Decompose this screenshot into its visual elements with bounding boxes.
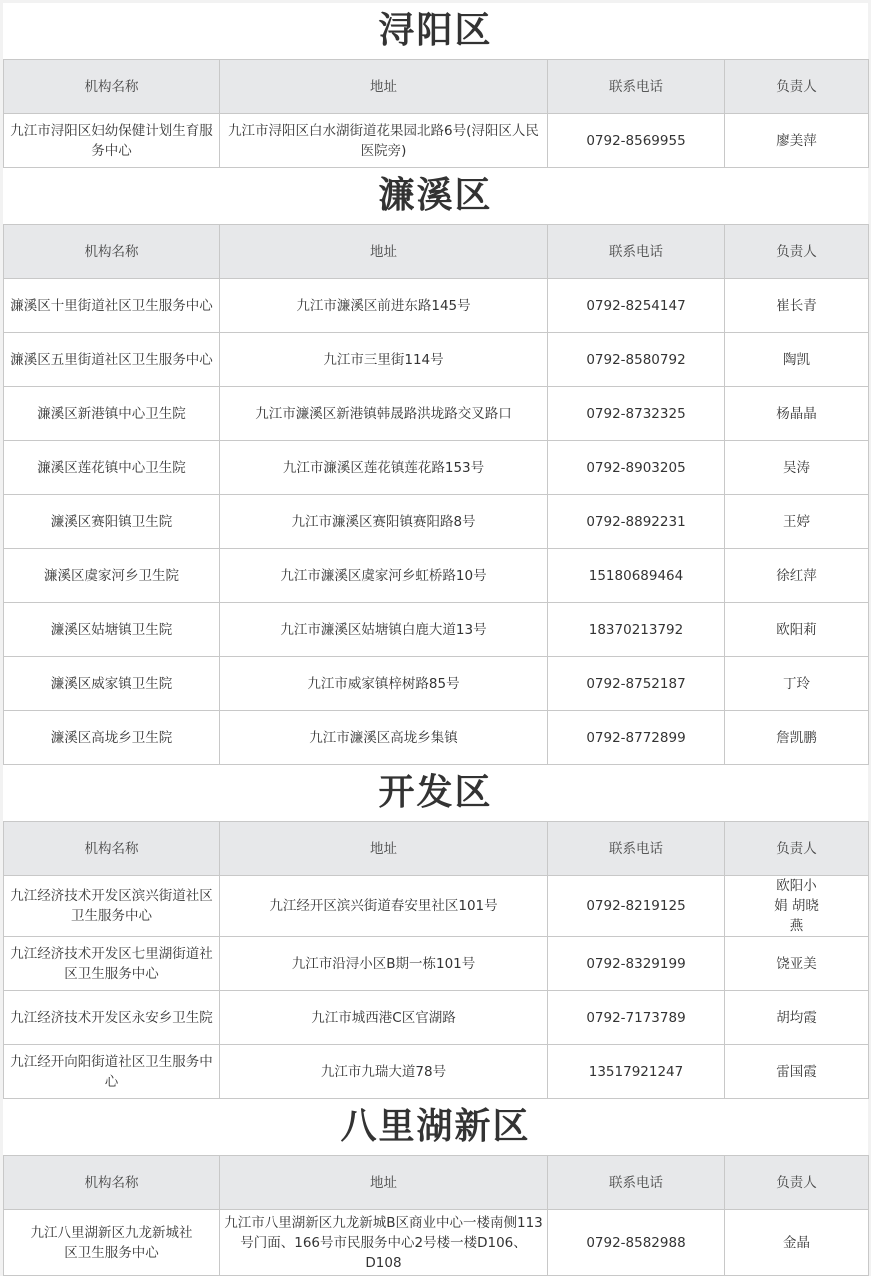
cell-name: 濂溪区赛阳镇卫生院 <box>4 495 220 549</box>
cell-name: 九江经开向阳街道社区卫生服务中心 <box>4 1045 220 1099</box>
cell-address: 九江市城西港C区官湖路 <box>220 991 548 1045</box>
cell-address: 九江市濂溪区前进东路145号 <box>220 279 548 333</box>
cell-person: 崔长青 <box>725 279 869 333</box>
section-title-xunyang: 浔阳区 <box>378 10 493 51</box>
table-row <box>4 279 869 333</box>
cell-address: 九江市濂溪区姑塘镇白鹿大道13号 <box>220 603 548 657</box>
cell-phone: 0792-8254147 <box>548 279 725 333</box>
cell-phone: 0792-8772899 <box>548 711 725 765</box>
cell-person: 胡均霞 <box>725 991 869 1045</box>
cell-person: 廖美萍 <box>725 114 869 168</box>
cell-phone: 0792-7173789 <box>548 991 725 1045</box>
header-name: 机构名称 <box>4 225 220 279</box>
cell-name: 濂溪区虞家河乡卫生院 <box>4 549 220 603</box>
cell-phone: 0792-8892231 <box>548 495 725 549</box>
header-address: 地址 <box>220 225 548 279</box>
header-person: 负责人 <box>725 1156 869 1210</box>
cell-address: 九江市浔阳区白水湖街道花果园北路6号(浔阳区人民医院旁) <box>220 114 548 168</box>
cell-address: 九江市三里街114号 <box>220 333 548 387</box>
cell-person: 陶凯 <box>725 333 869 387</box>
section-title-lianxi: 濂溪区 <box>378 175 493 216</box>
cell-address: 九江市九瑞大道78号 <box>220 1045 548 1099</box>
table-row <box>4 387 869 441</box>
header-person: 负责人 <box>725 225 869 279</box>
cell-person: 金晶 <box>725 1210 869 1276</box>
cell-phone: 0792-8903205 <box>548 441 725 495</box>
cell-person: 徐红萍 <box>725 549 869 603</box>
header-address: 地址 <box>220 1156 548 1210</box>
table-header-row <box>4 60 869 114</box>
cell-name: 濂溪区莲花镇中心卫生院 <box>4 441 220 495</box>
table-row <box>4 1045 869 1099</box>
cell-name: 九江八里湖新区九龙新城社区卫生服务中心 <box>4 1210 220 1276</box>
cell-address: 九江市威家镇梓树路85号 <box>220 657 548 711</box>
cell-address: 九江市八里湖新区九龙新城B区商业中心一楼南侧113号门面、166号市民服务中心2号楼一楼D106、D108 <box>220 1210 548 1276</box>
cell-phone: 0792-8569955 <box>548 114 725 168</box>
table-row <box>4 991 869 1045</box>
header-address: 地址 <box>220 60 548 114</box>
cell-person: 吴涛 <box>725 441 869 495</box>
table-row <box>4 333 869 387</box>
header-phone: 联系电话 <box>548 225 725 279</box>
table-row <box>4 603 869 657</box>
cell-name: 九江经济技术开发区滨兴街道社区卫生服务中心 <box>4 876 220 937</box>
table-row <box>4 114 869 168</box>
cell-name: 濂溪区姑塘镇卫生院 <box>4 603 220 657</box>
table-row <box>4 937 869 991</box>
cell-person: 欧阳小娟 胡晓燕 <box>725 876 869 937</box>
header-name: 机构名称 <box>4 1156 220 1210</box>
cell-address: 九江市濂溪区莲花镇莲花路153号 <box>220 441 548 495</box>
table-kaifaqu <box>3 821 869 1099</box>
cell-phone: 13517921247 <box>548 1045 725 1099</box>
table-row <box>4 549 869 603</box>
cell-person: 雷国霞 <box>725 1045 869 1099</box>
cell-name: 濂溪区新港镇中心卫生院 <box>4 387 220 441</box>
cell-address: 九江经开区滨兴街道春安里社区101号 <box>220 876 548 937</box>
cell-person: 王婷 <box>725 495 869 549</box>
cell-phone: 0792-8582988 <box>548 1210 725 1276</box>
table-row <box>4 657 869 711</box>
cell-person: 欧阳莉 <box>725 603 869 657</box>
cell-person: 詹凯鹏 <box>725 711 869 765</box>
table-row <box>4 876 869 937</box>
table-header-row <box>4 1156 869 1210</box>
cell-phone: 0792-8752187 <box>548 657 725 711</box>
table-balihu <box>3 1155 869 1276</box>
table-row <box>4 495 869 549</box>
cell-name: 濂溪区十里街道社区卫生服务中心 <box>4 279 220 333</box>
table-row <box>4 711 869 765</box>
header-address: 地址 <box>220 822 548 876</box>
header-name: 机构名称 <box>4 822 220 876</box>
cell-phone: 0792-8732325 <box>548 387 725 441</box>
header-person: 负责人 <box>725 60 869 114</box>
table-lianxi <box>3 224 869 765</box>
table-xunyang <box>3 59 869 168</box>
cell-person: 杨晶晶 <box>725 387 869 441</box>
cell-phone: 0792-8219125 <box>548 876 725 937</box>
cell-phone: 0792-8580792 <box>548 333 725 387</box>
cell-phone: 15180689464 <box>548 549 725 603</box>
cell-phone: 18370213792 <box>548 603 725 657</box>
table-row <box>4 1210 869 1276</box>
cell-name: 九江经济技术开发区七里湖街道社区卫生服务中心 <box>4 937 220 991</box>
header-person: 负责人 <box>725 822 869 876</box>
table-header-row <box>4 225 869 279</box>
cell-address: 九江市濂溪区赛阳镇赛阳路8号 <box>220 495 548 549</box>
cell-person: 饶亚美 <box>725 937 869 991</box>
cell-phone: 0792-8329199 <box>548 937 725 991</box>
header-phone: 联系电话 <box>548 1156 725 1210</box>
table-row <box>4 441 869 495</box>
section-title-kaifaqu: 开发区 <box>378 772 493 813</box>
cell-address: 九江市濂溪区新港镇韩晟路洪垅路交叉路口 <box>220 387 548 441</box>
cell-address: 九江市沿浔小区B期一栋101号 <box>220 937 548 991</box>
cell-address: 九江市濂溪区虞家河乡虹桥路10号 <box>220 549 548 603</box>
header-name: 机构名称 <box>4 60 220 114</box>
cell-name: 濂溪区高垅乡卫生院 <box>4 711 220 765</box>
cell-name: 九江经济技术开发区永安乡卫生院 <box>4 991 220 1045</box>
cell-name: 九江市浔阳区妇幼保健计划生育服务中心 <box>4 114 220 168</box>
section-title-balihu: 八里湖新区 <box>340 1106 531 1147</box>
header-phone: 联系电话 <box>548 60 725 114</box>
document <box>3 3 868 1276</box>
cell-person: 丁玲 <box>725 657 869 711</box>
cell-address: 九江市濂溪区高垅乡集镇 <box>220 711 548 765</box>
cell-name: 濂溪区威家镇卫生院 <box>4 657 220 711</box>
cell-name: 濂溪区五里街道社区卫生服务中心 <box>4 333 220 387</box>
table-header-row <box>4 822 869 876</box>
header-phone: 联系电话 <box>548 822 725 876</box>
